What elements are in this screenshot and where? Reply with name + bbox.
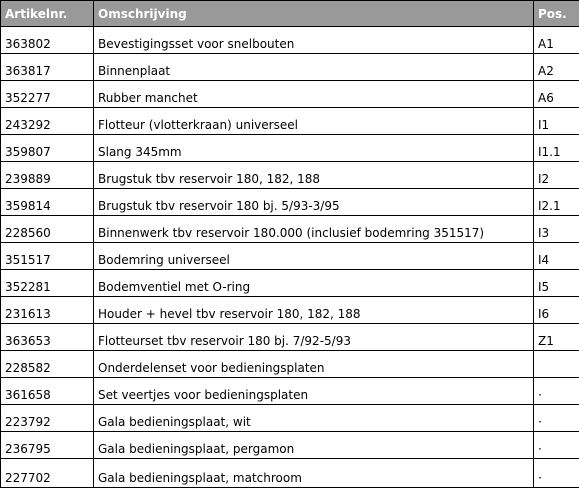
cell-pos: I5 bbox=[534, 270, 579, 297]
cell-pos: I6 bbox=[534, 297, 579, 324]
cell-pos: · bbox=[534, 459, 579, 488]
cell-artikelnr: 361658 bbox=[1, 378, 94, 405]
cell-omschrijving: Flotteurset tbv reservoir 180 bj. 7/92-5/93 bbox=[94, 324, 534, 351]
cell-artikelnr: 363817 bbox=[1, 54, 94, 81]
cell-artikelnr: 359814 bbox=[1, 189, 94, 216]
table-row bbox=[1, 324, 579, 351]
header-row bbox=[1, 1, 579, 27]
cell-pos: Z1 bbox=[534, 324, 579, 351]
cell-pos: A1 bbox=[534, 27, 579, 54]
cell-pos: I3 bbox=[534, 216, 579, 243]
cell-artikelnr: 243292 bbox=[1, 108, 94, 135]
cell-pos: · bbox=[534, 378, 579, 405]
table-row bbox=[1, 243, 579, 270]
cell-omschrijving: Brugstuk tbv reservoir 180, 182, 188 bbox=[94, 162, 534, 189]
cell-artikelnr: 228560 bbox=[1, 216, 94, 243]
cell-artikelnr: 352281 bbox=[1, 270, 94, 297]
cell-pos: I1 bbox=[534, 108, 579, 135]
cell-omschrijving: Bevestigingsset voor snelbouten bbox=[94, 27, 534, 54]
table-row bbox=[1, 297, 579, 324]
cell-omschrijving: Onderdelenset voor bedieningsplaten bbox=[94, 351, 534, 378]
cell-pos: I1.1 bbox=[534, 135, 579, 162]
cell-artikelnr: 227702 bbox=[1, 459, 94, 488]
cell-pos: I4 bbox=[534, 243, 579, 270]
cell-artikelnr: 352277 bbox=[1, 81, 94, 108]
table-row bbox=[1, 405, 579, 432]
table-row bbox=[1, 378, 579, 405]
header-pos: Pos. bbox=[534, 1, 579, 27]
cell-omschrijving: Rubber manchet bbox=[94, 81, 534, 108]
cell-artikelnr: 231613 bbox=[1, 297, 94, 324]
cell-omschrijving: Bodemventiel met O-ring bbox=[94, 270, 534, 297]
cell-pos: A6 bbox=[534, 81, 579, 108]
table-row bbox=[1, 27, 579, 54]
cell-artikelnr: 228582 bbox=[1, 351, 94, 378]
cell-artikelnr: 363653 bbox=[1, 324, 94, 351]
cell-artikelnr: 239889 bbox=[1, 162, 94, 189]
cell-pos bbox=[534, 351, 579, 378]
table-header bbox=[1, 1, 579, 27]
cell-artikelnr: 363802 bbox=[1, 27, 94, 54]
table-row bbox=[1, 54, 579, 81]
cell-pos: I2 bbox=[534, 162, 579, 189]
table-body bbox=[1, 27, 579, 488]
cell-omschrijving: Gala bedieningsplaat, wit bbox=[94, 405, 534, 432]
table-row bbox=[1, 162, 579, 189]
table-row bbox=[1, 351, 579, 378]
table-row bbox=[1, 432, 579, 459]
cell-omschrijving: Binnenplaat bbox=[94, 54, 534, 81]
cell-omschrijving: Set veertjes voor bedieningsplaten bbox=[94, 378, 534, 405]
cell-artikelnr: 359807 bbox=[1, 135, 94, 162]
cell-artikelnr: 236795 bbox=[1, 432, 94, 459]
cell-omschrijving: Gala bedieningsplaat, pergamon bbox=[94, 432, 534, 459]
header-artikelnr: Artikelnr. bbox=[1, 1, 94, 27]
cell-omschrijving: Houder + hevel tbv reservoir 180, 182, 188 bbox=[94, 297, 534, 324]
cell-pos: · bbox=[534, 405, 579, 432]
cell-omschrijving: Flotteur (vlotterkraan) universeel bbox=[94, 108, 534, 135]
cell-artikelnr: 223792 bbox=[1, 405, 94, 432]
table-row bbox=[1, 270, 579, 297]
cell-omschrijving: Bodemring universeel bbox=[94, 243, 534, 270]
cell-omschrijving: Binnenwerk tbv reservoir 180.000 (inclusief bodemring 351517) bbox=[94, 216, 534, 243]
cell-pos: I2.1 bbox=[534, 189, 579, 216]
table-row bbox=[1, 135, 579, 162]
cell-pos: A2 bbox=[534, 54, 579, 81]
cell-omschrijving: Slang 345mm bbox=[94, 135, 534, 162]
cell-omschrijving: Gala bedieningsplaat, matchroom bbox=[94, 459, 534, 488]
cell-omschrijving: Brugstuk tbv reservoir 180 bj. 5/93-3/95 bbox=[94, 189, 534, 216]
table-row bbox=[1, 189, 579, 216]
table-row bbox=[1, 216, 579, 243]
table-row bbox=[1, 459, 579, 488]
header-omschrijving: Omschrijving bbox=[94, 1, 534, 27]
cell-pos: · bbox=[534, 432, 579, 459]
table-row bbox=[1, 81, 579, 108]
cell-artikelnr: 351517 bbox=[1, 243, 94, 270]
table-row bbox=[1, 108, 579, 135]
